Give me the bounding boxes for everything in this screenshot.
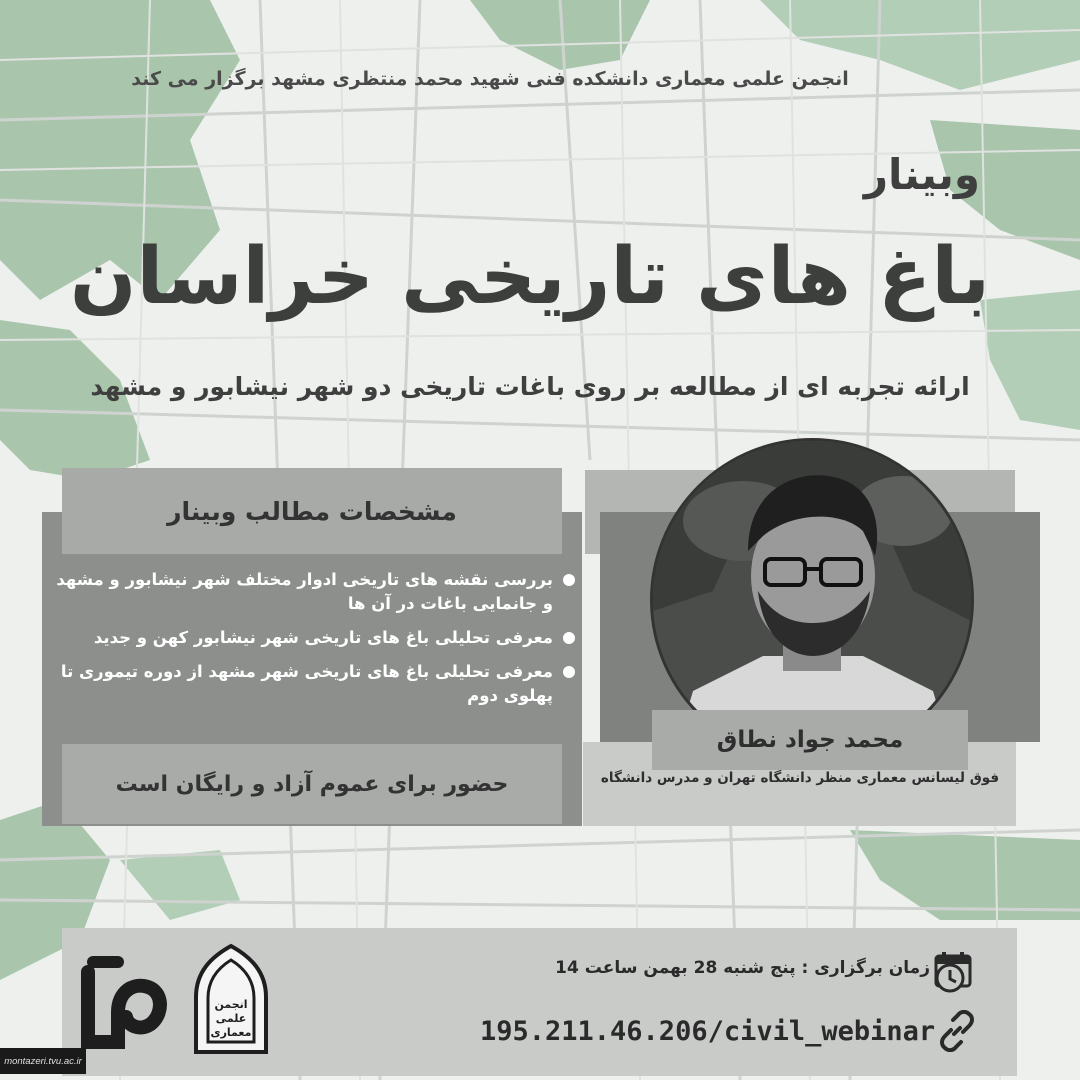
bullet-dot-icon [563, 666, 575, 678]
list-item [55, 626, 575, 650]
content-list [55, 568, 575, 718]
list-item [55, 660, 575, 708]
calendar-clock-icon [932, 950, 978, 996]
organizer-line: انجمن علمی معماری دانشکده فنی شهید محمد منتظری مشهد برگزار می کند [131, 68, 849, 90]
organization-logo-icon [78, 952, 168, 1052]
speaker-name: محمد جواد نطاق [716, 727, 904, 753]
association-logo [186, 942, 276, 1062]
webinar-url[interactable]: 195.211.46.206/civil_webinar [480, 1016, 936, 1047]
watermark-text: montazeri.tvu.ac.ir [4, 1055, 82, 1067]
speaker-description: فوق لیسانس معماری منظر دانشگاه تهران و مدرس دانشگاه [600, 770, 1000, 786]
bullet-dot-icon [563, 574, 575, 586]
free-attendance-note: حضور برای عموم آزاد و رایگان است [115, 771, 509, 797]
association-logo-text: علمی [215, 1012, 247, 1025]
link-icon [936, 1010, 978, 1052]
content-heading-box [62, 468, 562, 554]
speaker-name-box [652, 710, 968, 770]
content-heading: مشخصات مطالب وبینار [167, 496, 457, 526]
list-item [55, 568, 575, 616]
association-logo-text: معماری [210, 1026, 252, 1039]
list-item-text: بررسی نقشه های تاریخی ادوار مختلف شهر نیشابور و مشهد و جانمایی باغات در آن ها [56, 570, 553, 613]
watermark [0, 1048, 86, 1074]
list-item-text: معرفی تحلیلی باغ های تاریخی شهر نیشابور کهن و جدید [93, 628, 553, 647]
event-time: زمان برگزاری : پنج شنبه 28 بهمن ساعت 14 [555, 958, 930, 978]
main-title: باغ های تاریخی خراسان [69, 232, 990, 322]
subtitle: ارائه تجربه ای از مطالعه بر روی باغات تاریخی دو شهر نیشابور و مشهد [90, 372, 970, 401]
association-logo-text: انجمن [214, 998, 248, 1011]
free-attendance-box [62, 744, 562, 824]
list-item-text: معرفی تحلیلی باغ های تاریخی شهر مشهد از دوره تیموری تا پهلوی دوم [60, 662, 553, 705]
webinar-label: وبینار [863, 150, 980, 199]
bullet-dot-icon [563, 632, 575, 644]
